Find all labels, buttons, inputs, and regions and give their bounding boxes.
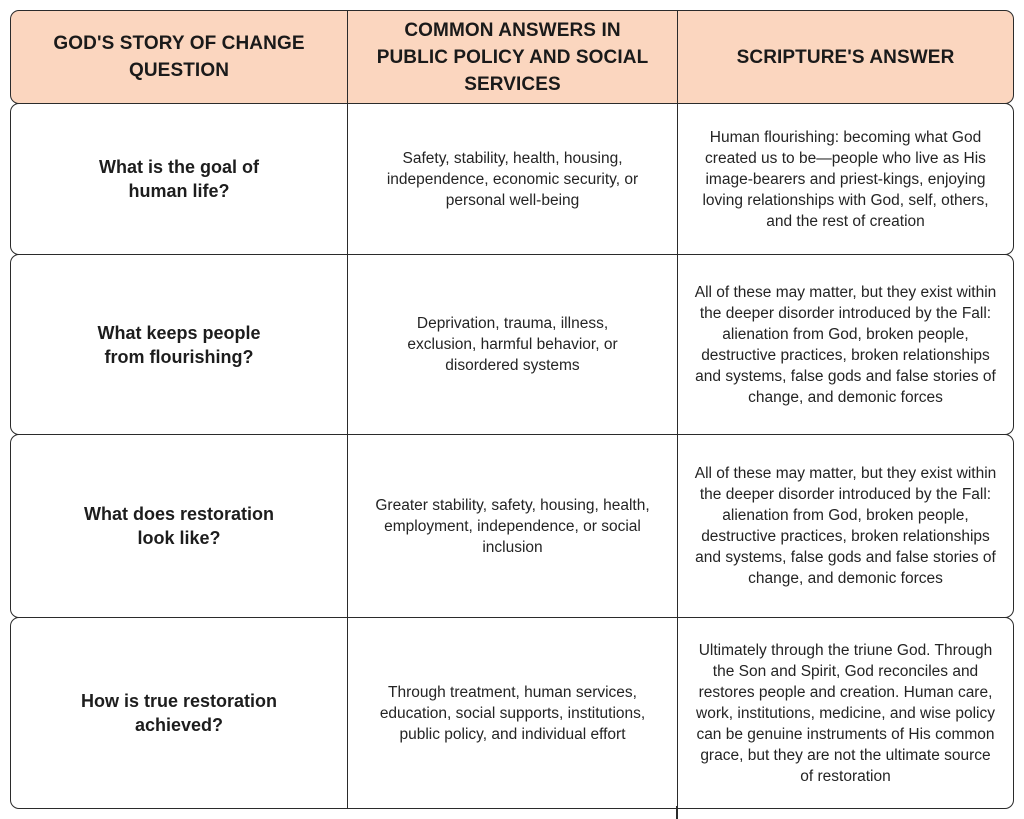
- scripture-answer-text: Ultimately through the triune God. Through the Son and Spirit, God reconciles and restores people and creation. Human care, work, institutions, medicine, and wise policy can be genuine instruments of His common grace, but they are not the ultimate source of restoration: [696, 641, 995, 785]
- question-text: What is the goal of human life?: [99, 157, 259, 201]
- table-row: [10, 434, 1014, 618]
- header-scripture-answer: [677, 11, 1013, 103]
- table-row: [10, 103, 1014, 255]
- table-header-row: [10, 10, 1014, 104]
- question-cell: [11, 104, 347, 254]
- header-common-answers: [347, 11, 677, 103]
- common-answer-cell: [347, 618, 677, 808]
- comparison-table: [10, 10, 1014, 809]
- header-question-label: GOD'S STORY OF CHANGE QUESTION: [53, 33, 305, 81]
- scripture-answer-cell: [677, 104, 1013, 254]
- table-row: [10, 254, 1014, 435]
- scripture-answer-text: All of these may matter, but they exist within the deeper disorder introduced by the Fall: alienation from God, broken people, destructive practices, broken relationships and systems, false gods and false stories of change, and demonic forces: [694, 283, 997, 406]
- header-question: [11, 11, 347, 103]
- header-scripture-answer-label: SCRIPTURE'S ANSWER: [736, 46, 955, 68]
- common-answer-text: Deprivation, trauma, illness, exclusion, harmful behavior, or disordered systems: [407, 315, 618, 374]
- question-cell: [11, 618, 347, 808]
- common-answer-cell: [347, 435, 677, 617]
- scripture-answer-cell: [677, 618, 1013, 808]
- common-answer-cell: [347, 255, 677, 434]
- scripture-answer-text: Human flourishing: becoming what God created us to be—people who live as His image-bearers and priest-kings, enjoying loving relationships with God, self, others, and the rest of creation: [702, 128, 989, 230]
- common-answer-text: Through treatment, human services, education, social supports, institutions, public policy, and individual effort: [379, 683, 646, 743]
- question-text: How is true restoration achieved?: [80, 691, 278, 735]
- common-answer-text: Greater stability, safety, housing, health, employment, independence, or social inclusion: [375, 496, 650, 556]
- header-common-answers-label: COMMON ANSWERS IN PUBLIC POLICY AND SOCIAL SERVICES: [376, 19, 649, 95]
- question-text: What keeps people from flourishing?: [97, 322, 261, 367]
- question-cell: [11, 435, 347, 617]
- scripture-answer-text: All of these may matter, but they exist within the deeper disorder introduced by the Fall: alienation from God, broken people, destructive practices, broken relationships and systems, false gods and false stories of change, and demonic forces: [694, 465, 997, 587]
- question-cell: [11, 255, 347, 434]
- common-answer-cell: [347, 104, 677, 254]
- scripture-answer-cell: [677, 255, 1013, 434]
- common-answer-text: Safety, stability, health, housing, independence, economic security, or personal well-being: [386, 149, 639, 209]
- table-divider-tail: [676, 806, 678, 819]
- scripture-answer-cell: [677, 435, 1013, 617]
- question-text: What does restoration look like?: [83, 504, 275, 548]
- table-row: [10, 617, 1014, 809]
